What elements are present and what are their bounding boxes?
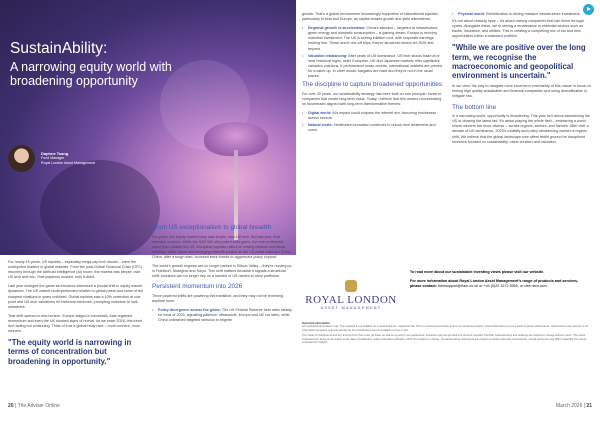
column-3 (302, 12, 442, 135)
bullet-item: • Policy divergence across the globe: The US Federal Reserve held rates steady for most of 2025, signalling patience. Meanwhile, Europe and UK cut rates, while China unleashed targeted stimulus to reignite (152, 308, 292, 323)
paragraph: In our view, the way to navigate more short-term uncertainty of this nature is focus on finding high quality sustainable and financial companies and using diversification to mitigate risk. (452, 84, 591, 99)
paragraph: In a narrowing world, opportunity is broadening. This year isn't about abandoning the US or chasing the latest fad. It's about playing the whole field – embracing a world where winners are more diverse – across regions, sectors, and themes. After over a decade of US dominance, 2025's volatility and policy rebalancing marked a regime shift. We believe that the global landscape now offers fertile ground for disciplined investors focused on sustainability, value creation and valuation. (452, 114, 590, 144)
pull-quote: "The equity world is narrowing in terms of concentration but broadening in opportunity." (8, 338, 132, 366)
column-2 (152, 222, 292, 325)
bullet-item: • Valuation rebalancing: After years of US dominance, US tech stocks trade at or near historical highs, while European, UK and Japanese markets offer significant valuation cushions. If performance mean-reverts, international markets are primed for a catch-up. In other words, bargains are back and they're not in the usual places. (302, 54, 442, 79)
disclaimer: Important information For professional investors only. This material is not suitable for a retail audience. Capital at risk. This is a financial promotion and is not investment advice. Past performance is not a guide to future performance. Reference to any security is for information purposes only and should not be considered a recommendation to buy or sell. The value of investments and any income from them may go down as well as up and is not guaranteed. Investors may not get back the amount invested. Portfolio characteristics and holdings are subject to change without notice. The views expressed are those of the author at the date of publication unless otherwise indicated, which are subject to change. Forward-looking statements are subject to certain risks and uncertainties. Actual outcomes may differ materially from those expressed or implied. (302, 322, 589, 345)
paragraph: For nearly 15 years, US equities – especially mega-cap tech stocks – were the undisputed leaders of global markets. From the post-Global Financial Crisis (GFC) recovery through the Artificial Intelligence (AI) boom, the mantra was simple: own US tech and win. That playbook worked, until it didn't. (8, 260, 143, 280)
bullet-item: • Physical world: Electrification is driving massive infrastructure investment. (452, 12, 592, 17)
contact-box: To read more about our sustainable investing views please visit our website. For more information about Royal London Asset Management's range of products and services, please contact: bdmsupport@rlam.co.uk or +44 (0)20 3272 5950, or visit rlam.com. (410, 270, 579, 289)
paragraph: For over 20 years, our sustainability strategy has been built on one principle: invest in companies that create long-term value. Today, I believe that this means concentrating on businesses aligned with long-term transformative themes: (302, 91, 442, 106)
column-4 (452, 12, 592, 149)
crest-icon (345, 280, 357, 292)
author-name: Daphne Tsang (41, 151, 69, 156)
paragraph: Three powerful shifts are powering this transition, and they may not be reversing anytime soon: (152, 293, 283, 304)
author-avatar (8, 145, 35, 172)
issue-date: March 2026 (555, 403, 583, 409)
page-number-right: 21 (586, 403, 592, 409)
publication-name: The Adviser Online (17, 403, 60, 409)
bullet-item: • Natural world: Healthcare innovation continues to unlock new treatments and cures. (302, 123, 442, 133)
hero-image (0, 0, 296, 255)
paragraph: Last year changed the game as investors witnessed a pivotal shift in equity market dynamics. The US market underperformed relative to global peers and some of the sharpest rotations in years unfolded. Global equities saw a 10% correction at one point and US tech valuations hit historical extremes, prompting investors to look elsewhere. (8, 284, 144, 309)
bullet-item: • Regional growth re-acceleration: China's stimulus – targeted at infrastructure, green energy and domestic consumption – is gaining steam. Europe is reviving industrial investment. The UK is seeing inflation cool, with corporate earnings holding firm. These aren't one-off blips; they're structural drivers for 2026 and beyond. (302, 26, 442, 51)
page-footer: 20 | The Adviser Online March 2026 | 21 (8, 403, 592, 409)
author-role: Fund Manager (41, 156, 65, 160)
paragraph: For years, the equity market story was simple: own US tech. But last year, that narrative cracked. While the S&P 500 still posted solid gains, the real excitement came from outside the US. European equities rallied on easing inflation and fiscal stimulus, while Japan and emerging markets surged as the US dollar softened. Even China, after a tough start, bounced back thanks to aggressive policy support. (152, 234, 290, 259)
section-heading: The bottom line (452, 103, 497, 111)
contact-links[interactable]: bdmsupport@rlam.co.uk or +44 (0)20 3272 5950, or visit rlam.com. (437, 284, 548, 289)
article-subtitle: A narrowing equity world with broadening opportunity (10, 60, 172, 88)
section-heading: The discipline to capture broadened opportunities (302, 81, 442, 89)
column-1 (8, 260, 144, 366)
website-cta[interactable]: To read more about our sustainable investing views please visit our website. (410, 270, 545, 274)
bullet-item: • Digital world: AI's impact could surpass the internet era, favouring businesses across sectors. (302, 111, 442, 121)
section-heading: Persistent momentum into 2026 (152, 283, 243, 291)
paragraph: The world's growth engines are no longer parked in Silicon Valley – they're revving up in Frankfurt, Shanghai and Tokyo. This shift matters because it signals a structural shift: investors can no longer rely on a handful of US names to carry portfolios. (152, 264, 292, 279)
page-number-left: 20 (8, 403, 14, 409)
author-block (8, 145, 95, 172)
royal-london-logo[interactable]: ROYAL LONDON ASSET MANAGEMENT (302, 273, 400, 317)
article-title: SustainAbility: (10, 40, 108, 57)
paragraph: It's not about chasing hype – it's about owning companies that can thrive through cycles. Alongside these, we're seeing a renaissance in essential sectors such as banks, insurance, and utilities. This is creating a compelling mix of old and new opportunities within a balanced portfolio. (452, 19, 584, 39)
section-heading: From US exceptionalism to global breadth (152, 224, 271, 231)
paragraph: That shift opened a new horizon. Europe staged a comeback, Asia regained momentum and even the UK showed signs of revival. As we enter 2026, this trend isn't fading but continuing. Think of it as a global relay race – more runners, more winners. (8, 313, 142, 334)
pull-quote: "While we are positive over the long term, we recognise the macroeconomic and geopolitical environment is uncertain." (452, 43, 586, 81)
paragraph: growth. That's a global environment increasingly supportive of international equities, particularly in Asia and Europe, as capital chases growth and yield alternatives. (302, 12, 439, 22)
author-org: Royal London Asset Management (41, 161, 95, 165)
